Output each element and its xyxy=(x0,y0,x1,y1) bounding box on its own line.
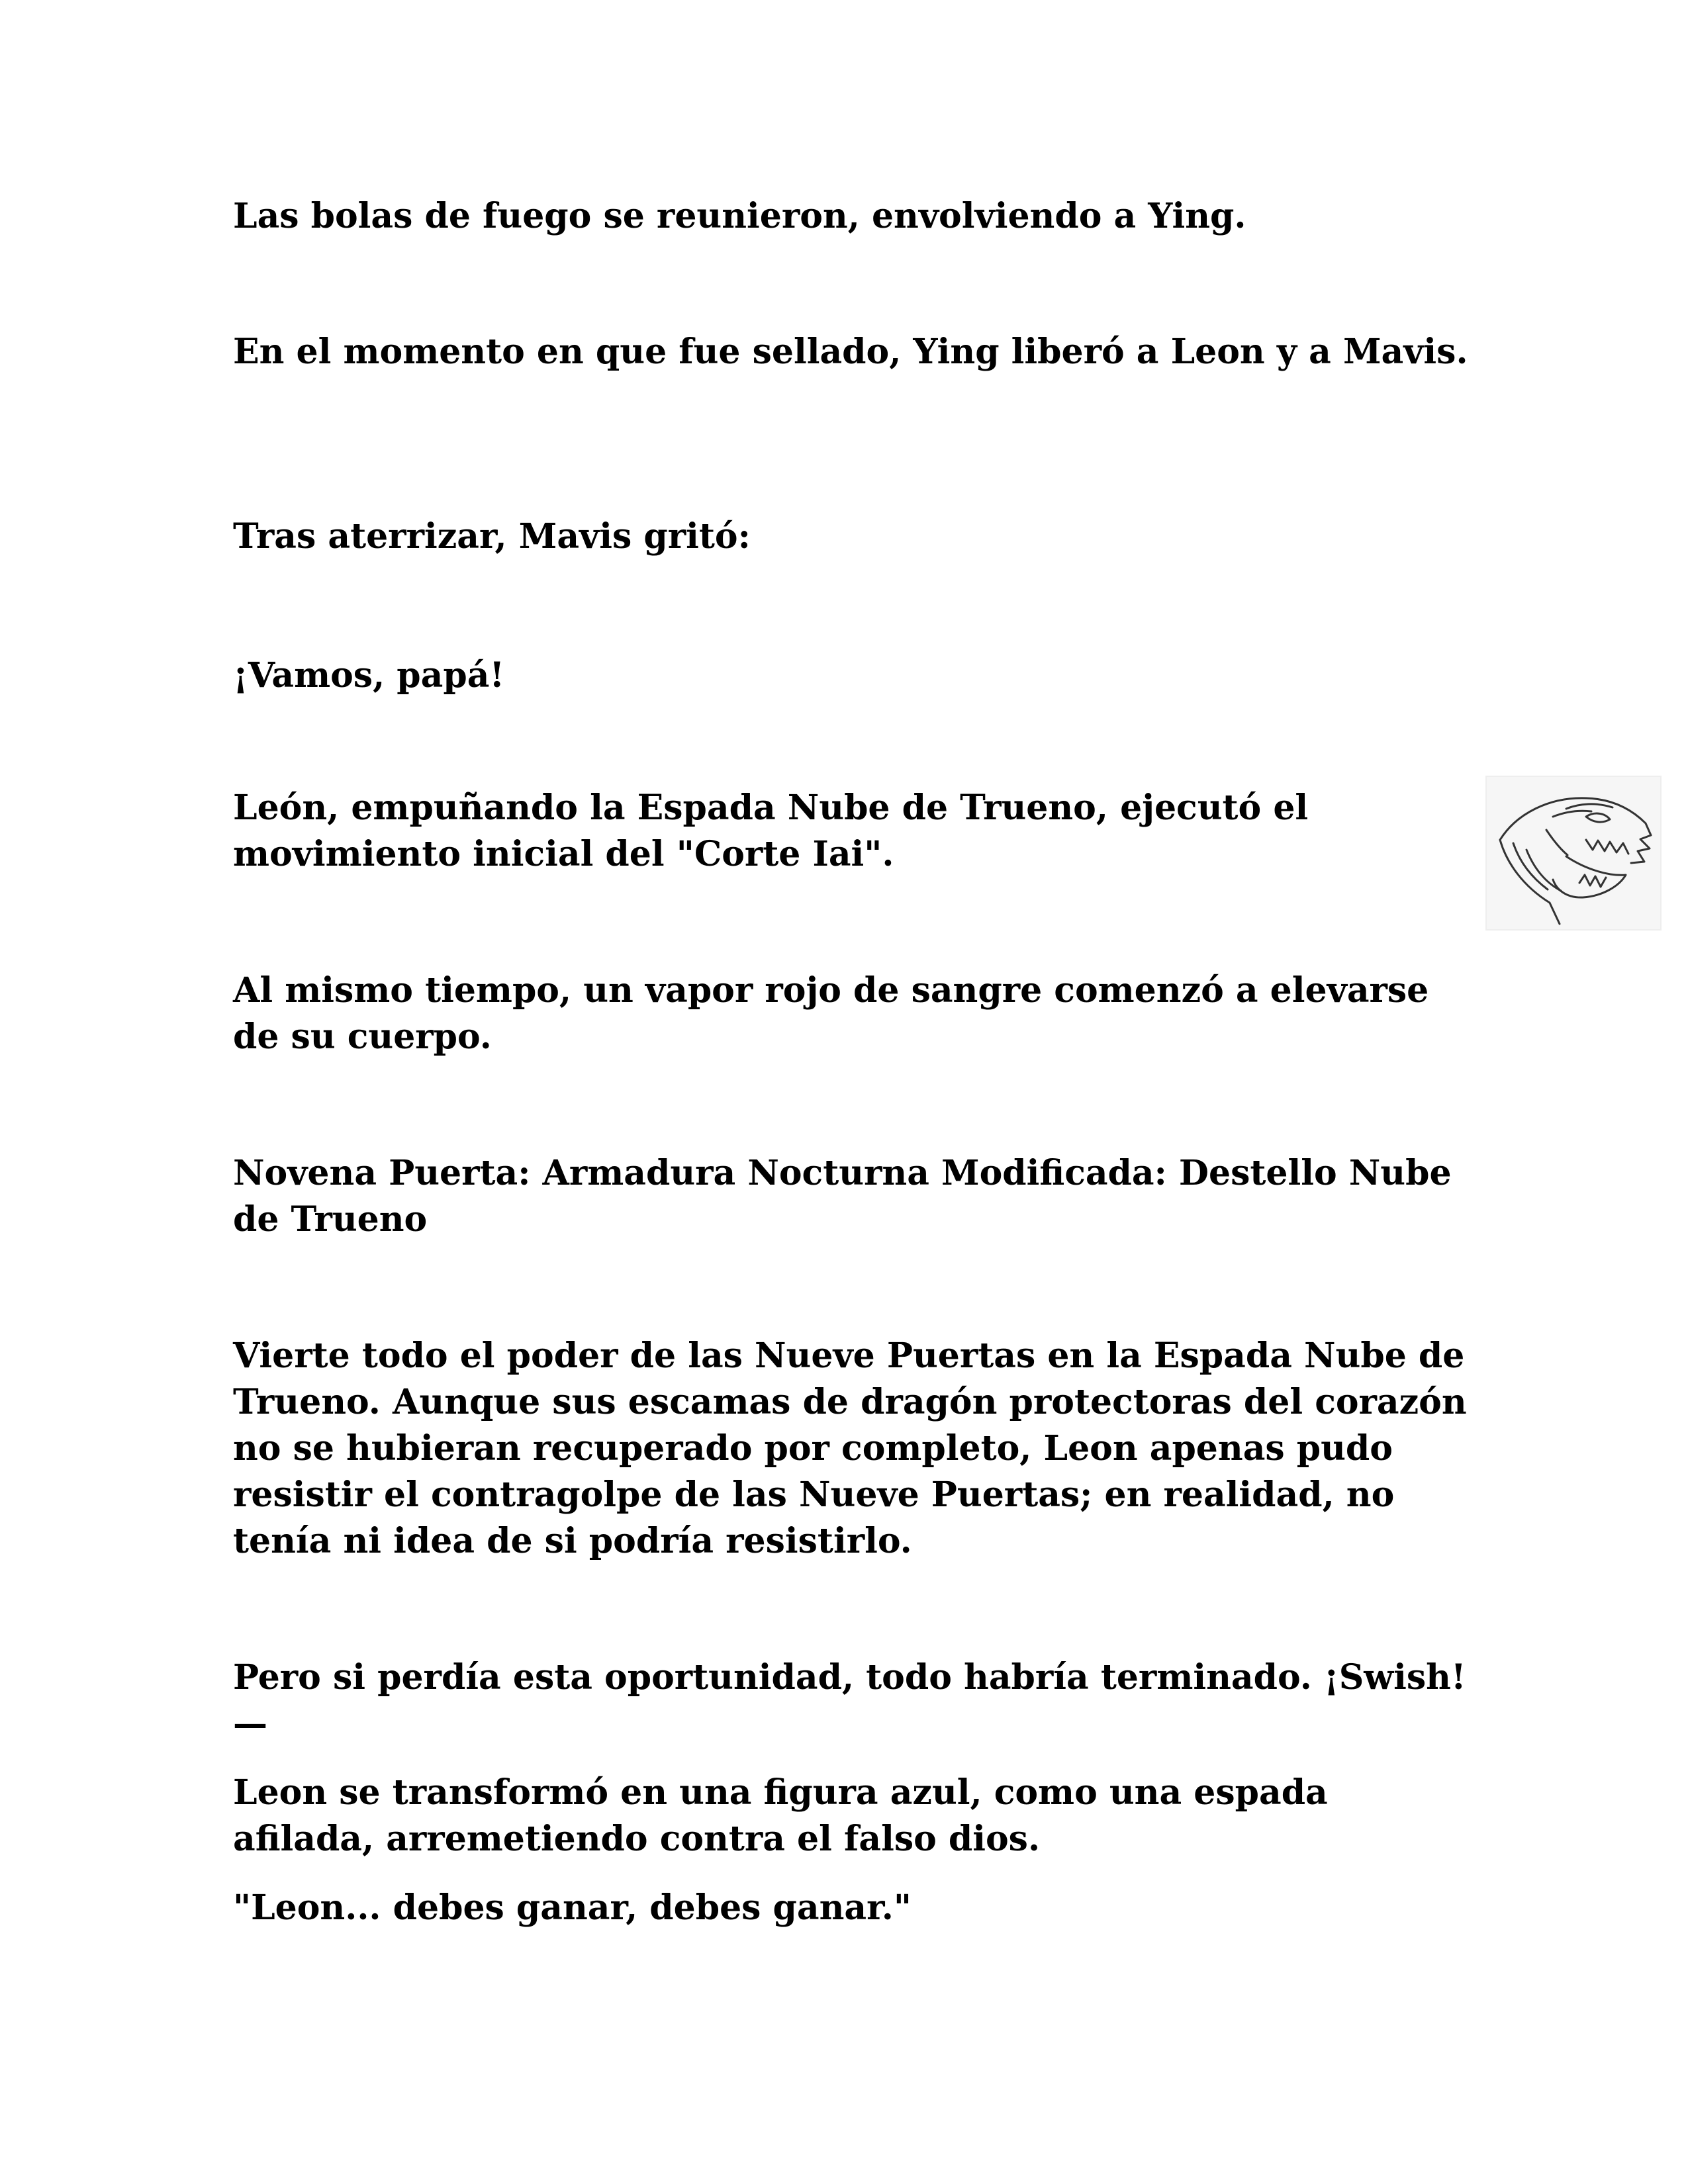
paragraph-1: Las bolas de fuego se reunieron, envolviendo a Ying. xyxy=(233,196,1246,236)
paragraph-10: Leon se transformó en una figura azul, como una espada afilada, arremetiendo contra el falso dios. xyxy=(233,1772,1328,1859)
dragon-head-sketch-icon xyxy=(1485,776,1662,931)
paragraph-8: Vierte todo el poder de las Nueve Puertas en la Espada Nube de Trueno. Aunque sus escamas de dragón protectoras del corazón no se hubieran recuperado por completo, Leon apenas pudo resistir el contragolpe de las Nueve Puertas; en realidad, no tenía ni idea de si podría resistirlo. xyxy=(233,1336,1467,1561)
paragraph-4: ¡Vamos, papá! xyxy=(233,655,505,696)
paragraph-11: "Leon... debes ganar, debes ganar." xyxy=(233,1888,912,1928)
paragraph-2: En el momento en que fue sellado, Ying liberó a Leon y a Mavis. xyxy=(233,332,1468,372)
paragraph-7: Novena Puerta: Armadura Nocturna Modificada: Destello Nube de Trueno xyxy=(233,1153,1452,1240)
paragraph-6: Al mismo tiempo, un vapor rojo de sangre comenzó a elevarse de su cuerpo. xyxy=(233,970,1429,1057)
paragraph-9: Pero si perdía esta oportunidad, todo habría terminado. ¡Swish! — xyxy=(233,1657,1466,1744)
paragraph-3: Tras aterrizar, Mavis gritó: xyxy=(233,516,751,557)
paragraph-5: León, empuñando la Espada Nube de Trueno, ejecutó el movimiento inicial del "Corte Iai". xyxy=(233,788,1309,874)
